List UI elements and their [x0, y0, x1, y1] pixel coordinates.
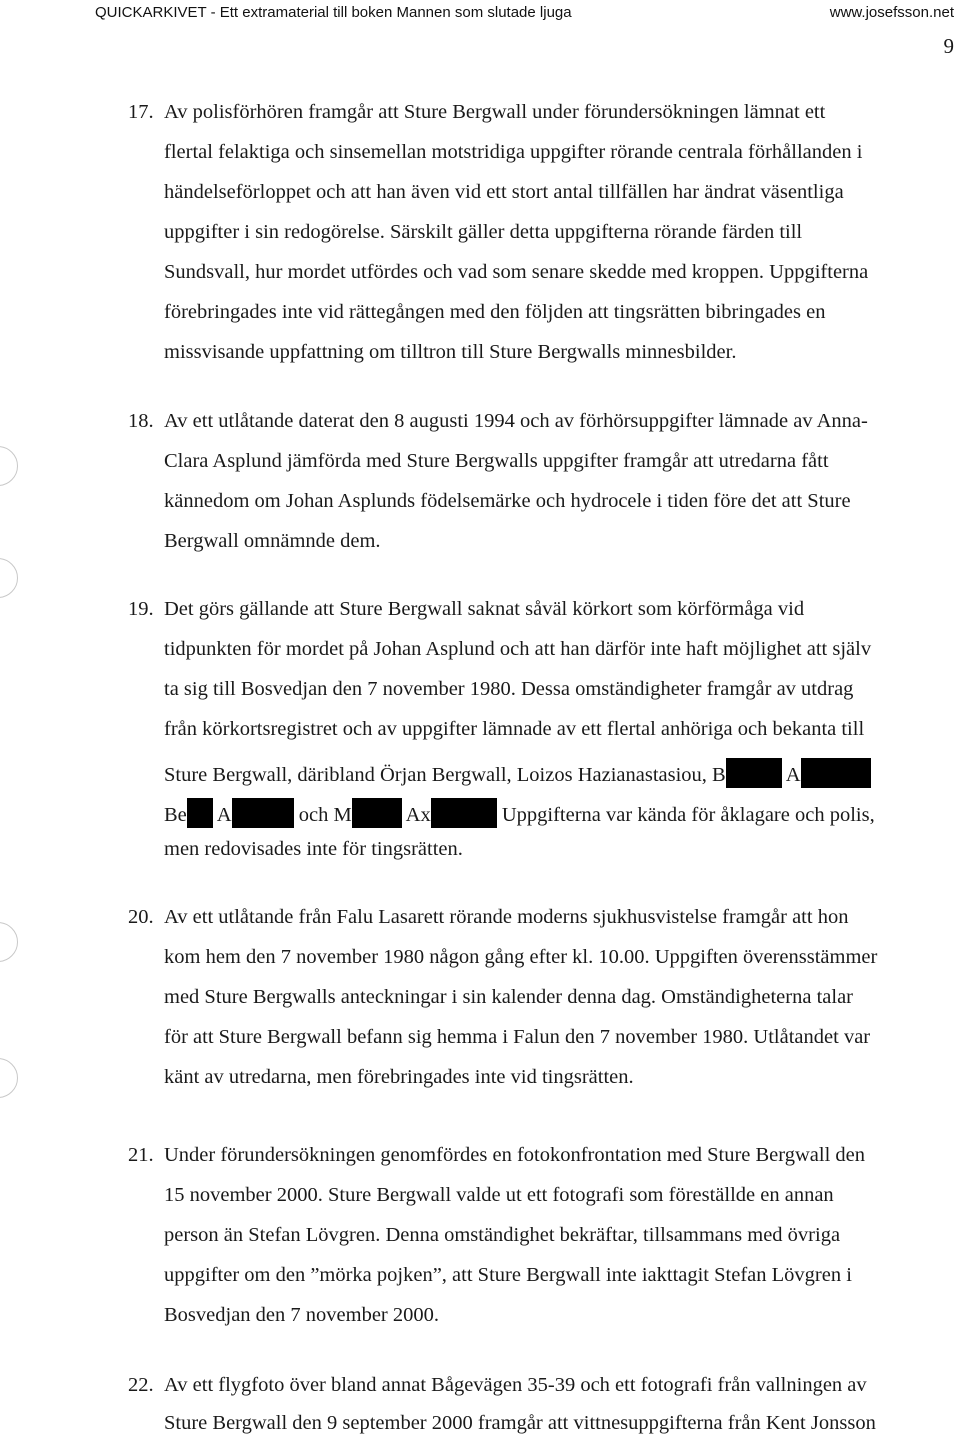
paragraph-line: Av ett utlåtande från Falu Lasarett rörande moderns sjukhusvistelse framgår att hon: [164, 906, 849, 928]
name-fragment: B: [712, 764, 726, 786]
paragraph-number: 17.: [128, 101, 154, 123]
paragraph-line: händelseförloppet och att han även vid ett stort antal tillfällen har ändrat väsentliga: [164, 181, 844, 203]
paragraph-line: Bosvedjan den 7 november 2000.: [164, 1304, 439, 1326]
paragraph-line: person än Stefan Lövgren. Denna omständighet bekräftar, tillsammans med övriga: [164, 1224, 841, 1246]
name-fragment: A: [216, 804, 232, 826]
paragraph-number: 21.: [128, 1144, 154, 1166]
paragraph-line: Clara Asplund jämförda med Sture Bergwalls uppgifter framgår att utredarna fått: [164, 450, 829, 472]
paragraph-line: flertal felaktiga och sinsemellan motstridiga uppgifter rörande centrala förhållanden i: [164, 141, 863, 163]
punch-hole: [0, 446, 18, 486]
paragraph-line: kännedom om Johan Asplunds födelsemärke och hydrocele i tiden före det att Sture: [164, 490, 851, 512]
paragraph-line: från körkortsregistret och av uppgifter lämnade av ett flertal anhöriga och bekanta till: [164, 718, 865, 740]
paragraph-line: Av ett utlåtande daterat den 8 augusti 1994 och av förhörsuppgifter lämnade av Anna-: [164, 410, 868, 432]
punch-hole: [0, 1058, 18, 1098]
paragraph-line: Sture Bergwall den 9 september 2000 framgår att vittnesuppgifterna från Kent Jonsson: [164, 1412, 876, 1434]
paragraph-number: 18.: [128, 410, 154, 432]
redaction-bar: [352, 798, 402, 828]
paragraph-line: uppgifter om den ”mörka pojken”, att Sture Bergwall inte iakttagit Stefan Lövgren i: [164, 1264, 852, 1286]
punch-hole: [0, 558, 18, 598]
paragraph-line: kom hem den 7 november 1980 någon gång efter kl. 10.00. Uppgiften överensstämmer: [164, 946, 878, 968]
name-fragment: och M: [298, 804, 352, 826]
paragraph-line: men redovisades inte för tingsrätten.: [164, 838, 463, 860]
paragraph-line: Bergwall omnämnde dem.: [164, 530, 381, 552]
paragraph-number: 19.: [128, 598, 154, 620]
paragraph-line-redacted: [164, 758, 871, 788]
redaction-bar: [187, 798, 213, 828]
redaction-bar: [431, 798, 497, 828]
paragraph-line: förebringades inte vid rättegången med den följden att tingsrätten bibringades en: [164, 301, 826, 323]
paragraph-line: ta sig till Bosvedjan den 7 november 1980. Dessa omständigheter framgår av utdrag: [164, 678, 854, 700]
paragraph-line: Sundsvall, hur mordet utfördes och vad som senare skedde med kroppen. Uppgifterna: [164, 261, 869, 283]
paragraph-line: Det görs gällande att Sture Bergwall saknat såväl körkort som körförmåga vid: [164, 598, 805, 620]
paragraph-number: 20.: [128, 906, 154, 928]
paragraph-line: missvisande uppfattning om tilltron till Sture Bergwalls minnesbilder.: [164, 341, 737, 363]
paragraph-line: Av polisförhören framgår att Sture Bergwall under förundersökningen lämnat ett: [164, 101, 826, 123]
name-fragment: Be: [164, 804, 187, 826]
name-fragment: A: [785, 764, 801, 786]
redaction-bar: [801, 758, 871, 788]
name-fragment: Ax: [405, 804, 431, 826]
line-text: Uppgifterna var kända för åklagare och polis,: [501, 804, 875, 826]
header-title: QUICKARKIVET - Ett extramaterial till boken Mannen som slutade ljuga: [95, 4, 572, 21]
paragraph-line: känt av utredarna, men förebringades inte vid tingsrätten.: [164, 1066, 634, 1088]
paragraph-line-redacted: [164, 798, 875, 828]
redaction-bar: [232, 798, 294, 828]
paragraph-line: för att Sture Bergwall befann sig hemma i Falun den 7 november 1980. Utlåtandet var: [164, 1026, 871, 1048]
redaction-bar: [726, 758, 782, 788]
punch-hole: [0, 922, 18, 962]
paragraph-line: tidpunkten för mordet på Johan Asplund och att han därför inte haft möjlighet att själv: [164, 638, 872, 660]
paragraph-line: 15 november 2000. Sture Bergwall valde ut ett fotografi som föreställde en annan: [164, 1184, 834, 1206]
paragraph-line: Under förundersökningen genomfördes en fotokonfrontation med Sture Bergwall den: [164, 1144, 866, 1166]
header-website: www.josefsson.net: [829, 4, 954, 21]
paragraph-line: Av ett flygfoto över bland annat Bågevägen 35-39 och ett fotografi från vallningen av: [164, 1374, 867, 1396]
line-text: Sture Bergwall, däribland Örjan Bergwall, Loizos Hazianastasiou,: [164, 764, 707, 786]
paragraph-number: 22.: [128, 1374, 154, 1396]
paragraph-line: med Sture Bergwalls anteckningar i sin kalender denna dag. Omständigheterna talar: [164, 986, 853, 1008]
page-number: 9: [943, 34, 954, 58]
page-header: [95, 4, 954, 24]
paragraph-line: uppgifter i sin redogörelse. Särskilt gäller detta uppgifterna rörande färden till: [164, 221, 803, 243]
